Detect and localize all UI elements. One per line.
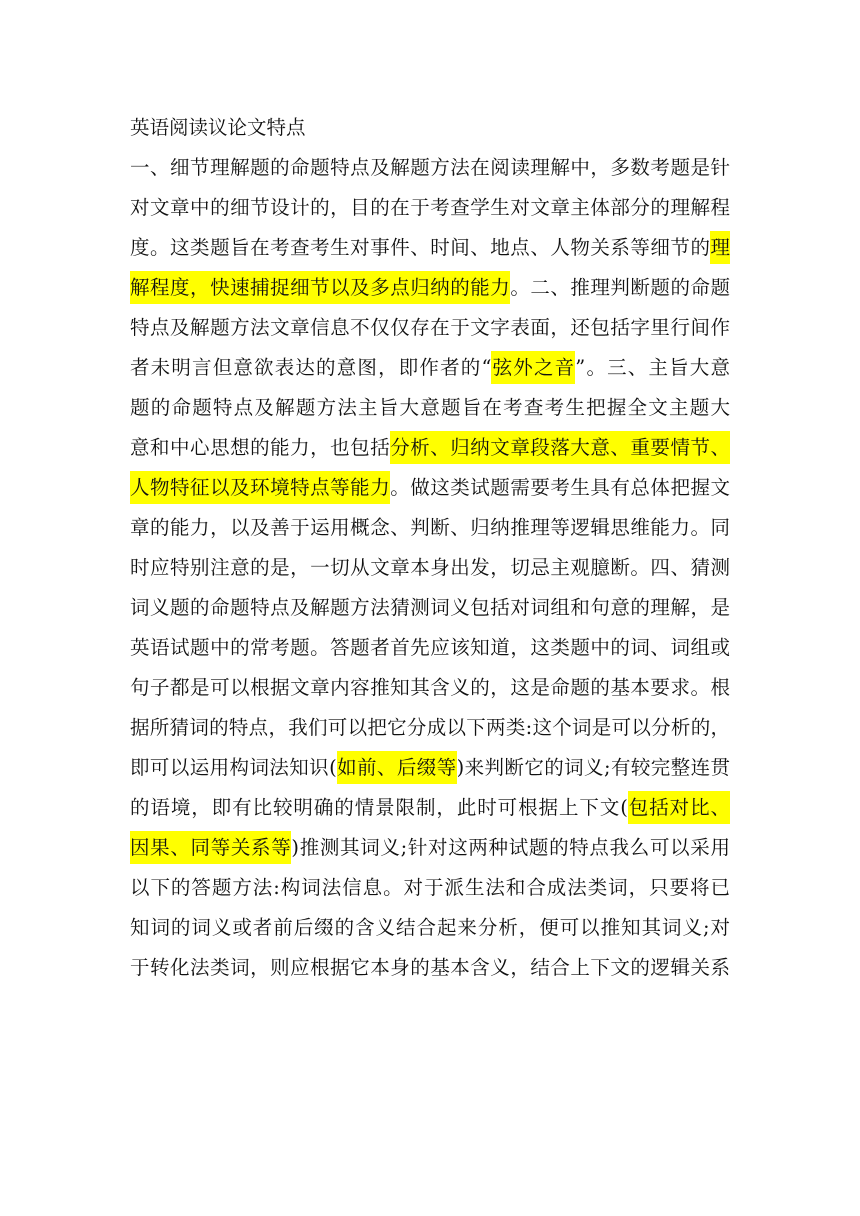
highlighted-text: 理 [710, 231, 730, 264]
highlighted-text: 人物特征以及环境特点等能力 [130, 471, 390, 504]
highlighted-text: 弦外之音 [491, 351, 575, 384]
text-run: 对文章中的细节设计的，目的在于考查学生对文章主体部分的理解程 [130, 196, 730, 219]
text-run: )来判断它的词义;有较完整连贯 [456, 756, 730, 779]
text-run: 句子都是可以根据文章内容推知其含义的，这是命题的基本要求。根 [130, 676, 730, 699]
text-line [130, 348, 730, 388]
text-run: 英语试题中的常考题。答题者首先应该知道，这类题中的词、词组或 [130, 636, 730, 659]
text-line [130, 268, 730, 308]
text-line [130, 868, 730, 908]
highlighted-text: 解程度，快速捕捉细节以及多点归纳的能力 [130, 271, 510, 304]
text-line [130, 188, 730, 228]
highlighted-text: 分析、归纳文章段落大意、重要情节、 [390, 431, 730, 464]
text-line [130, 388, 730, 428]
text-run: 者未明言但意欲表达的意图，即作者的“ [130, 356, 492, 379]
text-run: 即可以运用构词法知识( [130, 756, 337, 779]
text-line [130, 468, 730, 508]
text-line [130, 908, 730, 948]
text-run: )推测其词义;针对这两种试题的特点我么可以采用 [291, 836, 730, 859]
text-line [130, 508, 730, 548]
text-run: 以下的答题方法:构词法信息。对于派生法和合成法类词，只要将已 [130, 876, 730, 899]
text-run: 。做这类试题需要考生具有总体把握文 [390, 476, 730, 499]
text-run: 章的能力，以及善于运用概念、判断、归纳推理等逻辑思维能力。同 [130, 516, 730, 539]
text-line [130, 788, 730, 828]
text-line [130, 588, 730, 628]
text-line [130, 308, 730, 348]
text-run: 意和中心思想的能力，也包括 [130, 436, 391, 459]
text-run: 于转化法类词，则应根据它本身的基本含义，结合上下文的逻辑关系 [130, 956, 730, 979]
text-run: 时应特别注意的是，一切从文章本身出发，切忌主观臆断。四、猜测 [130, 556, 730, 579]
text-run: ”。三、主旨大意 [575, 356, 730, 379]
text-line [130, 668, 730, 708]
text-run: 题的命题特点及解题方法主旨大意题旨在考查考生把握全文主题大 [130, 396, 730, 419]
text-run: 度。这类题旨在考查考生对事件、时间、地点、人物关系等细节的 [130, 236, 711, 259]
text-line [130, 948, 730, 988]
text-line [130, 228, 730, 268]
highlighted-text: 因果、同等关系等 [130, 831, 291, 864]
text-run: 一、细节理解题的命题特点及解题方法在阅读理解中，多数考题是针 [130, 156, 730, 179]
text-line [130, 148, 730, 188]
text-run: 特点及解题方法文章信息不仅仅存在于文字表面，还包括字里行间作 [130, 316, 730, 339]
document-title: 英语阅读议论文特点 [130, 116, 306, 139]
highlighted-text: 包括对比、 [628, 791, 730, 824]
text-run: 知词的词义或者前后缀的含义结合起来分析，便可以推知其词义;对 [130, 916, 730, 939]
text-line [130, 548, 730, 588]
text-line [130, 828, 730, 868]
document-body [130, 108, 730, 988]
text-run: 据所猜词的特点，我们可以把它分成以下两类:这个词是可以分析的， [130, 716, 730, 739]
text-line [130, 708, 730, 748]
text-run: 。二、推理判断题的命题 [510, 276, 730, 299]
text-line [130, 628, 730, 668]
highlighted-text: 如前、后缀等 [337, 751, 457, 784]
text-run: 的语境，即有比较明确的情景限制，此时可根据上下文( [130, 796, 628, 819]
text-line [130, 748, 730, 788]
text-line [130, 428, 730, 468]
text-run: 词义题的命题特点及解题方法猜测词义包括对词组和句意的理解，是 [130, 596, 730, 619]
